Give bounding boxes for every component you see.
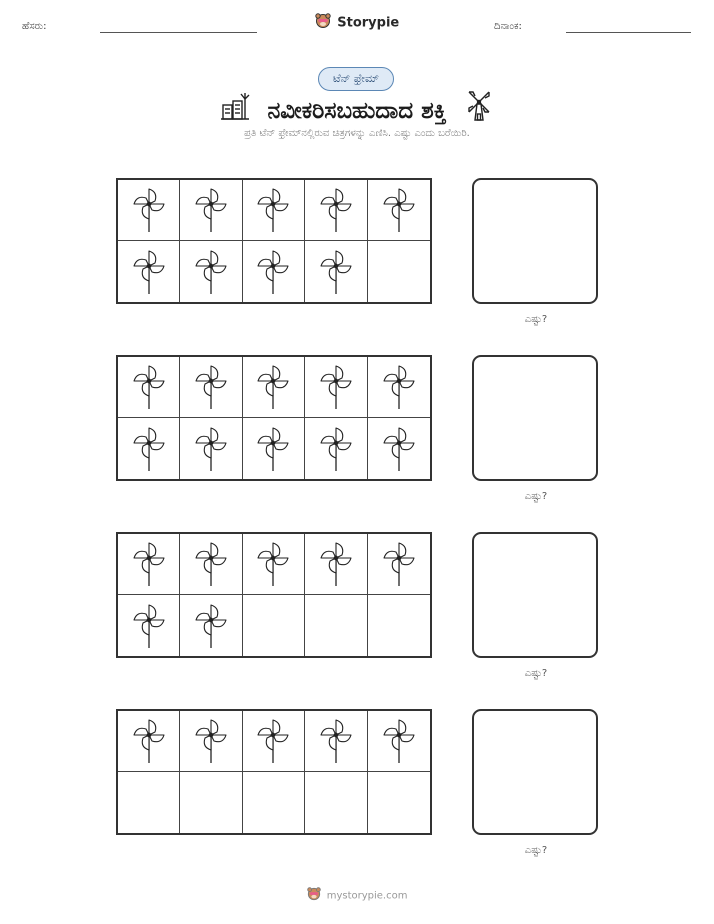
storypie-logo-icon [315,12,331,34]
answer-box-2[interactable] [472,355,598,481]
frame-cell [368,180,430,241]
pinwheel-icon [132,187,166,233]
frame-cell [243,534,305,595]
title-text: ನವೀಕರಿಸಬಹುದಾದ ಶಕ್ತಿ [267,98,447,124]
how-many-label: ಎಷ್ಟು? [524,845,548,856]
pinwheel-icon [256,249,290,295]
frame-cell [180,534,242,595]
footer-url: mystorypie.com [326,890,408,902]
how-many-label: ಎಷ್ಟು? [524,314,548,325]
frame-cell [118,418,180,479]
pinwheel-icon [256,426,290,472]
frame-cell [180,180,242,241]
date-line[interactable] [566,32,691,33]
frame-cell [118,241,180,302]
pinwheel-icon [382,187,416,233]
answer-box-1[interactable] [472,178,598,304]
pinwheel-icon [256,541,290,587]
pinwheel-icon [319,364,353,410]
pinwheel-icon [382,718,416,764]
frame-cell [368,418,430,479]
frame-cell [243,180,305,241]
pinwheel-icon [132,541,166,587]
frame-cell [118,534,180,595]
pinwheel-icon [132,718,166,764]
frame-cell [118,357,180,418]
frame-cell [243,772,305,833]
frame-cell [180,357,242,418]
frame-cell [118,711,180,772]
frame-cell [118,772,180,833]
pinwheel-icon [319,718,353,764]
frame-cell [118,595,180,656]
pinwheel-icon [319,426,353,472]
pinwheel-icon [132,603,166,649]
frame-cell [180,418,242,479]
ten-frame-2 [116,355,432,481]
pinwheel-icon [194,603,228,649]
brand [0,12,714,34]
pinwheel-icon [194,249,228,295]
frame-cell [305,711,367,772]
frame-cell [305,534,367,595]
pinwheel-icon [194,364,228,410]
pinwheel-icon [132,364,166,410]
ten-frame-1 [116,178,432,304]
date-label: ದಿನಾಂಕ: [494,21,522,32]
frame-cell [368,595,430,656]
pinwheel-icon [132,426,166,472]
frame-cell [368,241,430,302]
wind-turbine-farm-icon [220,91,250,131]
answer-box-3[interactable] [472,532,598,658]
windmill-icon [464,90,494,132]
answer-box-4[interactable] [472,709,598,835]
pinwheel-icon [132,249,166,295]
pinwheel-icon [194,718,228,764]
frame-cell [305,772,367,833]
ten-frame-4 [116,709,432,835]
frame-cell [180,595,242,656]
frame-cell [305,180,367,241]
frame-cell [180,711,242,772]
frame-cell [243,595,305,656]
name-label: ಹೆಸರು: [22,21,47,32]
frame-cell [305,241,367,302]
page-title [0,90,714,132]
frame-cell [368,534,430,595]
frame-cell [368,357,430,418]
frame-cell [368,772,430,833]
footer [0,886,714,905]
frame-cell [368,711,430,772]
pinwheel-icon [194,426,228,472]
frame-cell [243,418,305,479]
ten-frame-badge: ಟೆನ್ ಫ್ರೇಮ್ [318,67,394,91]
pinwheel-icon [194,541,228,587]
frame-cell [180,241,242,302]
frame-cell [118,180,180,241]
frame-cell [243,241,305,302]
pinwheel-icon [256,364,290,410]
frame-cell [305,418,367,479]
storypie-logo-icon [307,886,321,905]
frame-cell [243,357,305,418]
frame-cell [305,595,367,656]
pinwheel-icon [382,364,416,410]
brand-name: Storypie [337,15,400,31]
pinwheel-icon [319,187,353,233]
instructions: ಪ್ರತಿ ಟೆನ್ ಫ್ರೇಮ್‌ನಲ್ಲಿರುವ ಚಿತ್ರಗಳನ್ನು ಎಣಿಸಿ. ಎಷ್ಟು ಎಂದು ಬರೆಯಿರಿ. [244,128,470,139]
how-many-label: ಎಷ್ಟು? [524,491,548,502]
how-many-label: ಎಷ್ಟು? [524,668,548,679]
pinwheel-icon [382,426,416,472]
pinwheel-icon [319,249,353,295]
frame-cell [243,711,305,772]
pinwheel-icon [319,541,353,587]
frame-cell [180,772,242,833]
frame-cell [305,357,367,418]
pinwheel-icon [382,541,416,587]
pinwheel-icon [194,187,228,233]
pinwheel-icon [256,718,290,764]
ten-frame-3 [116,532,432,658]
pinwheel-icon [256,187,290,233]
